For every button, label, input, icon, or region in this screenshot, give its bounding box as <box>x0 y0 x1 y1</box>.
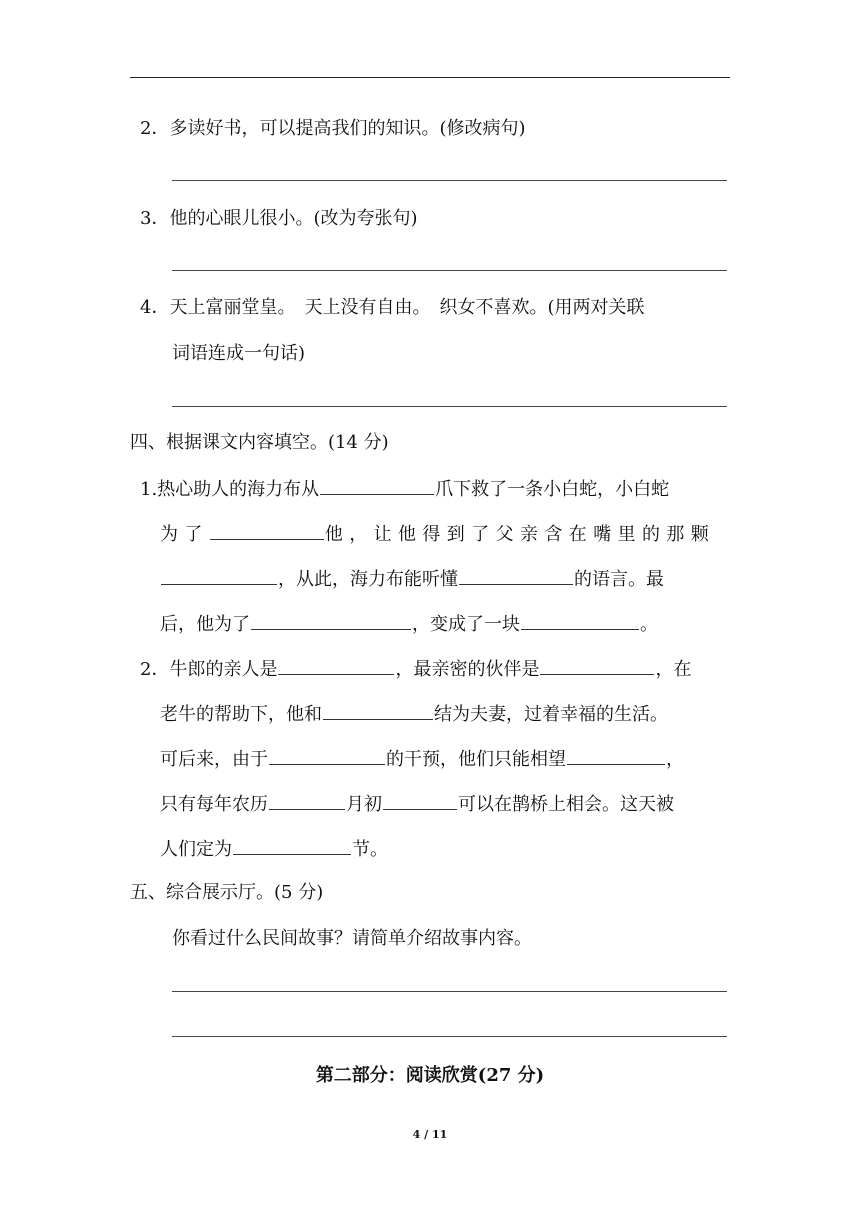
blank[interactable] <box>233 836 351 855</box>
text: 他，让他得到了父亲含在嘴里的那颗 <box>324 524 716 545</box>
s4-q1-line3 <box>160 566 664 592</box>
question-number: 2． <box>140 118 170 139</box>
blank[interactable] <box>278 656 394 675</box>
question-number: 3． <box>140 208 170 229</box>
blank[interactable] <box>567 746 665 765</box>
text: ， <box>666 749 684 770</box>
section-5-title: 五、综合展示厅。(5 分) <box>130 882 324 903</box>
s4-q1-line1 <box>140 476 669 502</box>
question-2 <box>140 117 526 141</box>
blank[interactable] <box>269 791 345 810</box>
text: 可以在鹊桥上相会。这天被 <box>458 794 674 815</box>
question-number: 1. <box>140 479 158 500</box>
text: ，变成了一块 <box>412 614 520 635</box>
section-5-prompt: 你看过什么民间故事？请简单介绍故事内容。 <box>172 928 532 949</box>
answer-line[interactable] <box>172 991 727 992</box>
s4-q2-line1 <box>140 656 691 682</box>
text: 老牛的帮助下，他和 <box>160 704 322 725</box>
blank[interactable] <box>540 656 654 675</box>
text: ，从此，海力布能听懂 <box>278 569 458 590</box>
text: 人们定为 <box>160 839 232 860</box>
text: 爪下救了一条小白蛇，小白蛇 <box>435 479 670 500</box>
text: 结为夫妻，过着幸福的生活。 <box>434 704 668 725</box>
text: 牛郎的亲人是 <box>169 659 278 680</box>
text: 月初 <box>346 794 382 815</box>
s4-q1-line4 <box>160 611 658 637</box>
s4-q2-line2 <box>160 701 668 727</box>
question-text: 多读好书，可以提高我们的知识。(修改病句) <box>169 118 526 139</box>
s4-q2-line5 <box>160 836 388 862</box>
question-number: 4． <box>140 297 170 318</box>
text: 。 <box>640 614 658 635</box>
text: 节。 <box>352 839 388 860</box>
text: 的语言。最 <box>574 569 664 590</box>
text: ，最亲密的伙伴是 <box>395 659 540 680</box>
blank[interactable] <box>320 476 434 495</box>
question-4-line2: 词语连成一句话) <box>172 343 306 364</box>
blank[interactable] <box>269 746 385 765</box>
s4-q2-line4 <box>160 791 674 817</box>
s4-q1-line2 <box>160 521 715 547</box>
text: 可后来，由于 <box>160 749 268 770</box>
question-4 <box>140 296 644 320</box>
blank[interactable] <box>459 566 573 585</box>
section-4-title: 四、根据课文内容填空。(14 分) <box>130 432 389 453</box>
text: 热心助人的海力布从 <box>157 479 320 500</box>
blank[interactable] <box>521 611 639 630</box>
question-text-line1: 天上富丽堂皇。 天上没有自由。 织女不喜欢。(用两对关联 <box>169 297 645 318</box>
question-text: 他的心眼儿很小。(改为夸张句) <box>169 208 418 229</box>
answer-line[interactable] <box>172 406 727 407</box>
blank[interactable] <box>383 791 457 810</box>
answer-line[interactable] <box>172 1036 727 1037</box>
text: 的干预，他们只能相望 <box>386 749 566 770</box>
text: 后，他为了 <box>160 614 250 635</box>
question-number: 2． <box>140 659 170 680</box>
blank[interactable] <box>210 521 324 540</box>
page-number: 4 / 11 <box>412 1128 448 1141</box>
header-rule <box>130 77 730 78</box>
answer-line[interactable] <box>172 180 727 181</box>
question-3 <box>140 207 418 231</box>
text: ，在 <box>655 659 692 680</box>
text: 只有每年农历 <box>160 794 268 815</box>
answer-line[interactable] <box>172 270 727 271</box>
s4-q2-line3 <box>160 746 684 772</box>
blank[interactable] <box>161 566 277 585</box>
blank[interactable] <box>251 611 411 630</box>
part-2-title: 第二部分：阅读欣赏(27 分) <box>315 1065 545 1086</box>
blank[interactable] <box>323 701 433 720</box>
text: 为了 <box>160 524 209 545</box>
